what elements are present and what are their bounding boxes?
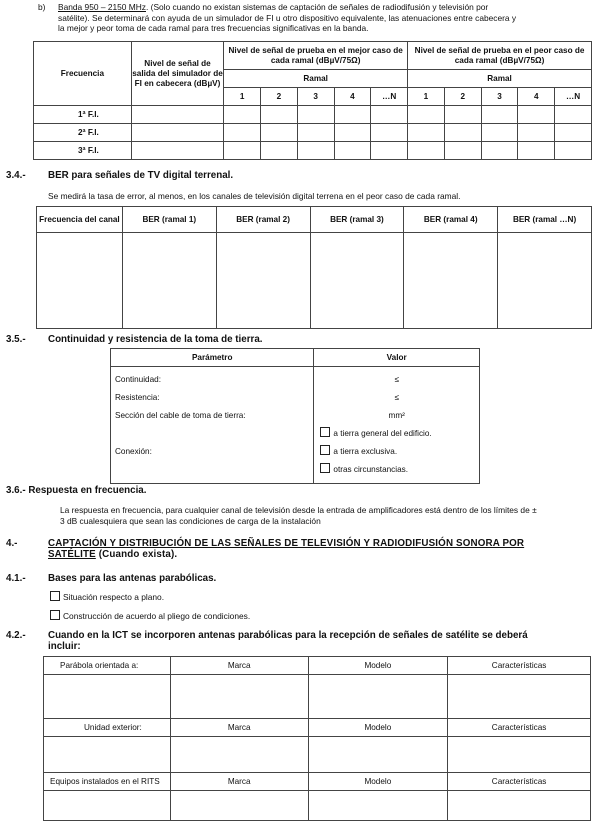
section-4-2-number: 4.2.- [6, 630, 26, 641]
ber-table [36, 206, 592, 329]
parabola-table [43, 656, 591, 821]
col-valor: Valor [314, 349, 480, 367]
band-range: Banda 950 – 2150 MHz [58, 2, 146, 12]
fi-row-label: 3ª F.I. [34, 142, 132, 160]
section-4-1-number: 4.1.- [6, 573, 26, 584]
fi-row-label: 1ª F.I. [34, 106, 132, 124]
section-4-title: CAPTACIÓN Y DISTRIBUCIÓN DE LAS SEÑALES DE TELEVISIÓN Y RADIODIFUSIÓN SONORA POR SATÉLITE (Cuando exista). [48, 538, 525, 560]
ramal-num: 1 [224, 88, 261, 106]
fi-row-label: 2ª F.I. [34, 124, 132, 142]
ber-header: BER (ramal 1) [122, 207, 216, 233]
section-3-6-text: La respuesta en frecuencia, para cualquier canal de televisión desde la entrada de amplificadores está dentro de los límites de ± 3 dB cualesquiera que sean las condiciones de carga de la instalación [60, 505, 537, 526]
col-frecuencia: Frecuencia [34, 42, 132, 106]
section-3-4-number: 3.4.- [6, 170, 26, 181]
col-modelo: Modelo [308, 657, 448, 675]
intro-text-1: . (Solo cuando no existan sistemas de captación de señales de radiodifusión y televisión por [146, 2, 489, 12]
section-3-6-title: 3.6.- Respuesta en frecuencia. [6, 485, 147, 496]
param-conexion: Conexión: [115, 447, 152, 456]
ber-header: BER (ramal …N) [498, 207, 592, 233]
ber-header: BER (ramal 4) [404, 207, 498, 233]
section-3-5-number: 3.5.- [6, 334, 26, 345]
section-3-4-title: BER para señales de TV digital terrenal. [48, 170, 234, 181]
section-4-1-title: Bases para las antenas parabólicas. [48, 573, 217, 584]
row-unidad-exterior: Unidad exterior: [44, 719, 171, 737]
row-parabola: Parábola orientada a: [44, 657, 171, 675]
ber-header: Frecuencia del canal [37, 207, 123, 233]
conexion-option-otras[interactable]: otras circunstancias. [318, 461, 475, 479]
ramal-num: 1 [408, 88, 445, 106]
ramal-num: 4 [334, 88, 371, 106]
col-marca: Marca [170, 657, 308, 675]
option-construccion[interactable]: Construcción de acuerdo al pliego de condiciones. [50, 610, 250, 622]
section-4-2-title: Cuando en la ICT se incorporen antenas parabólicas para la recepción de señales de satélite se deberá incluir: [48, 630, 528, 652]
checkbox-icon[interactable] [50, 591, 60, 601]
col-simulador: Nivel de señal de salida del simulador de FI en cabecera (dBµV) [131, 42, 223, 106]
ramal-label-worst: Ramal [408, 70, 592, 88]
section-3-4-desc: Se medirá la tasa de error, al menos, en los canales de televisión digital terrena en el peor caso de cada ramal. [48, 191, 461, 201]
intro-text-2: satélite). Se determinará con ayuda de un simulador de FI u otro dispositivo equivalente, las atenuaciones entre cabecera y [58, 12, 517, 23]
ramal-num: 4 [518, 88, 555, 106]
fi-attenuation-table [33, 41, 592, 160]
param-seccion: Sección del cable de toma de tierra: [115, 411, 246, 420]
col-modelo: Modelo [308, 719, 448, 737]
col-peor-caso: Nivel de señal de prueba en el peor caso de cada ramal (dBµV/75Ω) [408, 42, 592, 70]
checkbox-icon[interactable] [320, 463, 330, 473]
col-mejor-caso: Nivel de señal de prueba en el mejor caso de cada ramal (dBµV/75Ω) [224, 42, 408, 70]
col-caracteristicas: Características [448, 657, 591, 675]
checkbox-icon[interactable] [320, 427, 330, 437]
valor-continuidad: ≤ [394, 375, 399, 384]
ramal-num: 3 [297, 88, 334, 106]
col-caracteristicas: Características [448, 719, 591, 737]
col-caracteristicas: Características [448, 773, 591, 791]
ber-header: BER (ramal 3) [310, 207, 404, 233]
checkbox-icon[interactable] [50, 610, 60, 620]
intro-marker: b) [38, 2, 46, 12]
tierra-table [110, 348, 480, 484]
ramal-label-best: Ramal [224, 70, 408, 88]
ramal-num: 2 [444, 88, 481, 106]
col-modelo: Modelo [308, 773, 448, 791]
section-3-5-title: Continuidad y resistencia de la toma de tierra. [48, 334, 263, 345]
col-parametro: Parámetro [111, 349, 314, 367]
row-equipos-rits: Equipos instalados en el RITS [44, 773, 171, 791]
checkbox-icon[interactable] [320, 445, 330, 455]
col-marca: Marca [170, 719, 308, 737]
ramal-num: 3 [481, 88, 518, 106]
ramal-num: 2 [261, 88, 298, 106]
ramal-num: …N [371, 88, 408, 106]
ramal-num: …N [555, 88, 592, 106]
param-resistencia: Resistencia: [115, 393, 160, 402]
intro-text-3: la mejor y peor toma de cada ramal para tres frecuencias significativas en la banda. [58, 23, 369, 34]
section-4-number: 4.- [6, 538, 18, 549]
intro-paragraph [58, 2, 593, 34]
param-continuidad: Continuidad: [115, 375, 161, 384]
col-marca: Marca [170, 773, 308, 791]
ber-header: BER (ramal 2) [216, 207, 310, 233]
valor-resistencia: ≤ [394, 393, 399, 402]
conexion-option-exclusiva[interactable]: a tierra exclusiva. [318, 443, 475, 461]
conexion-option-general[interactable]: a tierra general del edificio. [318, 425, 475, 443]
valor-seccion: mm² [388, 411, 405, 420]
option-situacion[interactable]: Situación respecto a plano. [50, 591, 164, 603]
